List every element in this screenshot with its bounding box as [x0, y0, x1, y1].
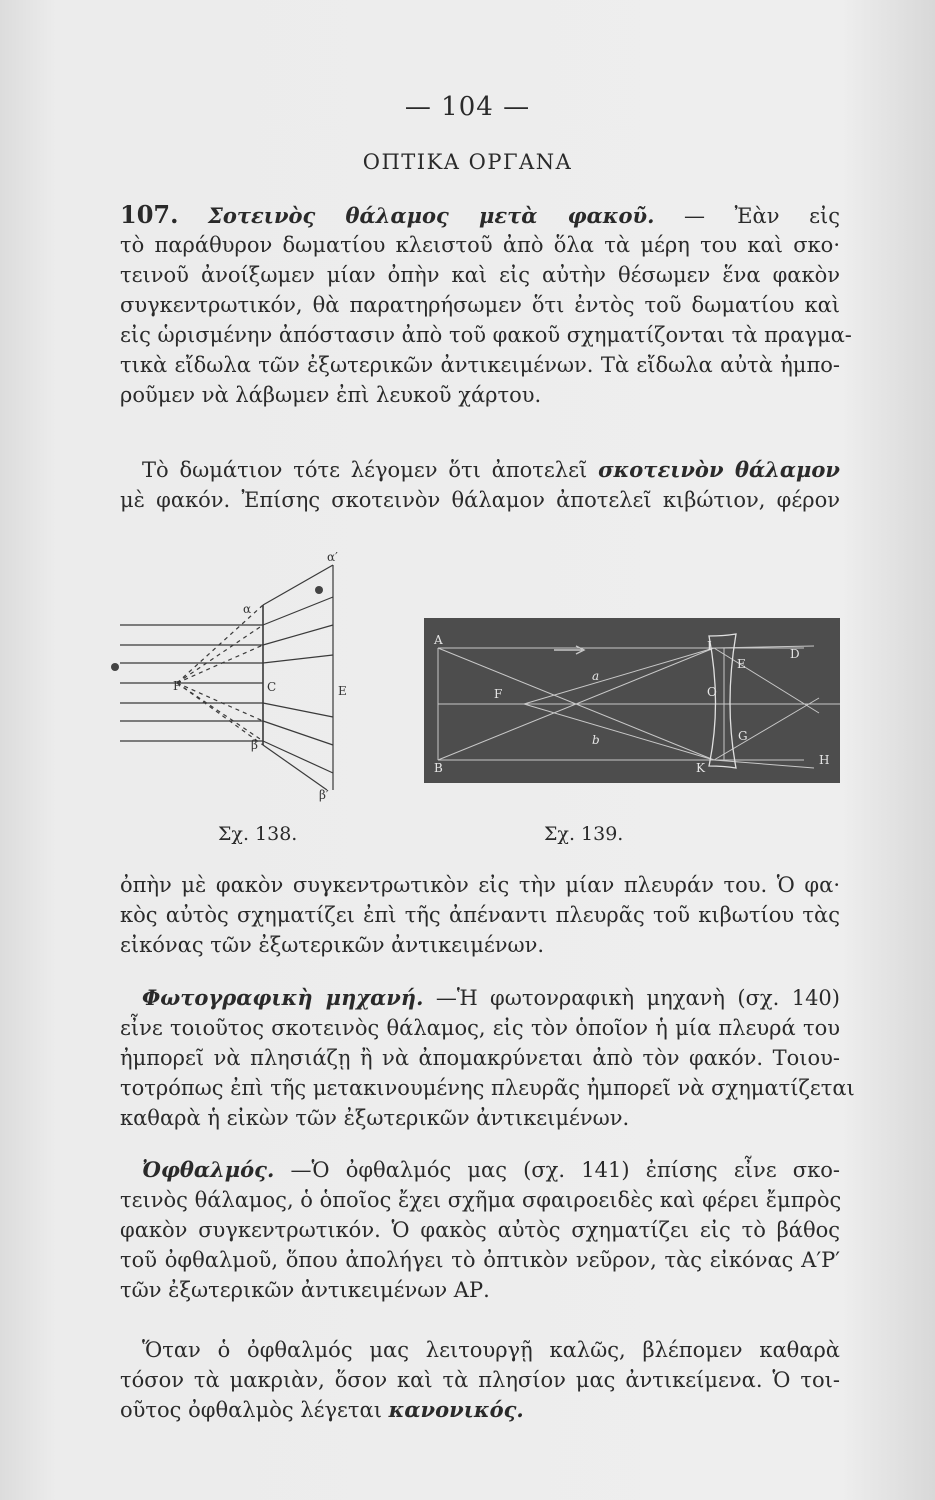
- label-G: G: [738, 729, 748, 743]
- text-line: τεινοῦ ἀνοίξωμεν μίαν ὀπὴν καὶ εἰς αὐτὴν θέσωμεν ἕνα φακὸν: [120, 263, 840, 287]
- text-line: οῦτος ὀφθαλμὸς λέγεται: [120, 1398, 382, 1422]
- text-line: ροῦμεν νὰ λάβωμεν ἐπὶ λευκοῦ χάρτου.: [120, 383, 542, 407]
- text-line: εἰκόνας τῶν ἐξωτερικῶν ἀντικειμένων.: [120, 933, 545, 957]
- section-title: ΟΠΤΙΚΑ ΟΡΓΑΝΑ: [362, 150, 573, 174]
- paragraph-107: [120, 200, 852, 410]
- paragraph-eye: [120, 1155, 840, 1305]
- section-number: 107.: [120, 200, 179, 229]
- virtual-ray: [177, 645, 263, 683]
- label-E: E: [737, 657, 746, 671]
- label-F: F: [494, 687, 503, 701]
- page-number: — 104 —: [404, 92, 531, 122]
- label-alpha-prime: α′: [327, 550, 338, 564]
- label-K: K: [696, 761, 705, 775]
- paragraph-lens-box: [120, 870, 840, 960]
- text-line: Τὸ δωμάτιον τότε λέγομεν ὅτι ἀποτελεῖ: [142, 458, 588, 482]
- text-line: τοτρόπως ἐπὶ τῆς μετακινουμένης πλευρᾶς ἠμπορεῖ νὰ σχηματίζεται: [120, 1076, 855, 1100]
- text-line: — Ἐὰν εἰς: [684, 204, 840, 228]
- virtual-ray: [177, 683, 263, 741]
- paragraph-line: [120, 983, 840, 1013]
- paragraph-line: [120, 1155, 840, 1185]
- paragraph-line: [120, 455, 840, 485]
- label-beta-prime: β′: [319, 788, 329, 802]
- figure-138-converging-lens-diagram: [105, 545, 365, 805]
- diverging-ray: [263, 655, 333, 663]
- diverging-ray: [263, 741, 333, 773]
- paragraph-line: [120, 1395, 840, 1425]
- diverging-ray: [263, 721, 333, 745]
- text-line: Ὅταν ὁ ὀφθαλμός μας λειτουργῇ καλῶς, βλέπομεν καθαρὰ: [142, 1338, 840, 1362]
- label-beta: β: [251, 738, 258, 752]
- text-line: —Ἡ φωτονραφικὴ μηχανὴ (σχ. 140): [435, 986, 840, 1010]
- text-line: τόσον τὰ μακριὰν, ὅσον καὶ τὰ πλησίον μας ἀντικείμενα. Ὁ τοι-: [120, 1368, 840, 1392]
- figure-138-caption: Σχ. 138.: [218, 823, 298, 845]
- text-line: εἶνε τοιοῦτος σκοτεινὸς θάλαμος, εἰς τὸν ὁποῖον ἡ μία πλευρά του: [120, 1016, 840, 1040]
- diverging-ray: [263, 703, 333, 717]
- text-line: συγκεντρωτικόν, θὰ παρατηρήσωμεν ὅτι ἐντὸς τοῦ δωματίου καὶ: [120, 293, 840, 317]
- label-H: H: [819, 753, 830, 767]
- virtual-ray: [177, 683, 263, 745]
- figure-139-diverging-lens-diagram: [424, 618, 840, 783]
- figure-139-background: [424, 618, 840, 783]
- label-D: D: [790, 647, 800, 661]
- virtual-ray: [177, 605, 263, 683]
- virtual-ray: [177, 683, 263, 721]
- text-line: τεινὸς θάλαμος, ὁ ὁποῖος ἔχει σχῆμα σφαιροειδὲς καὶ φέρει ἔμπρὸς: [120, 1188, 842, 1212]
- term-normal: κανονικός.: [388, 1397, 524, 1422]
- label-O: O: [707, 685, 717, 699]
- diverging-ray: [263, 745, 327, 790]
- paragraph-107-line: [120, 200, 840, 230]
- section-heading: Σοτεινὸς θάλαμος μετὰ φακοῦ.: [208, 203, 655, 228]
- term-eye: Ὀφθαλμός.: [142, 1157, 275, 1182]
- label-I: I: [707, 639, 712, 653]
- text-line: μὲ φακόν. Ἐπίσης σκοτεινὸν θάλαμον ἀποτελεῖ κιβώτιον, φέρον: [120, 488, 840, 512]
- text-line: τῶν ἐξωτερικῶν ἀντικειμένων ΑΡ.: [120, 1278, 490, 1302]
- label-B: B: [434, 761, 443, 775]
- virtual-ray: [177, 625, 263, 683]
- label-A: A: [434, 633, 443, 647]
- diverging-ray: [263, 625, 333, 645]
- text-line: εἰς ὡρισμένην ἀπόστασιν ἀπὸ τοῦ φακοῦ σχηματίζονται τὰ πραγμα-: [120, 323, 852, 347]
- text-line: —Ὁ ὀφθαλμός μας (σχ. 141) ἐπίσης εἶνε σκο-: [290, 1158, 840, 1182]
- text-line: ὀπὴν μὲ φακὸν συγκεντρωτικὸν εἰς τὴν μίαν πλευράν του. Ὁ φα·: [120, 873, 840, 897]
- paragraph-photographic-camera: [120, 983, 855, 1133]
- label-b: b: [592, 733, 600, 747]
- label-F: F: [173, 679, 182, 693]
- light-source-dot: [111, 663, 119, 671]
- text-line: τικὰ εἴδωλα τῶν ἐξωτερικῶν ἀντικειμένων. Τὰ εἴδωλα αὐτὰ ἠμπο-: [120, 353, 840, 377]
- label-C: C: [267, 680, 277, 694]
- term-photographic-camera: Φωτογραφικὴ μηχανή.: [142, 985, 424, 1010]
- label-E: E: [338, 684, 347, 698]
- text-line: καθαρὰ ἡ εἰκὼν τῶν ἐξωτερικῶν ἀντικειμένων.: [120, 1106, 630, 1130]
- term-dark-chamber: σκοτεινὸν θάλαμον: [598, 457, 840, 482]
- paragraph-camera-obscura: [120, 455, 840, 515]
- figure-139-caption: Σχ. 139.: [544, 823, 624, 845]
- image-dot: [315, 586, 323, 594]
- diverging-ray: [263, 597, 333, 625]
- text-line: φακὸν συγκεντρωτικόν. Ὁ φακὸς αὐτὸς σχηματίζει εἰς τὸ βάθος: [120, 1218, 840, 1242]
- text-line: τὸ παράθυρον δωματίου κλειστοῦ ἀπὸ ὅλα τὰ μέρη του καὶ σκο·: [120, 233, 840, 257]
- label-alpha: α: [243, 602, 252, 616]
- text-line: τοῦ ὀφθαλμοῦ, ὅπου ἀπολήγει τὸ ὀπτικὸν νεῦρον, τὰς εἰκόνας Α′Ρ′: [120, 1248, 840, 1272]
- diverging-ray: [263, 565, 333, 605]
- text-line: κὸς αὐτὸς σχηματίζει ἐπὶ τῆς ἀπέναντι πλευρᾶς τοῦ κιβωτίου τὰς: [120, 903, 840, 927]
- label-a: a: [592, 669, 600, 683]
- paragraph-normal-eye: [120, 1335, 840, 1425]
- text-line: ἠμπορεῖ νὰ πλησιάζῃ ἢ νὰ ἀπομακρύνεται ἀπὸ τὸν φακόν. Τοιου-: [120, 1046, 840, 1070]
